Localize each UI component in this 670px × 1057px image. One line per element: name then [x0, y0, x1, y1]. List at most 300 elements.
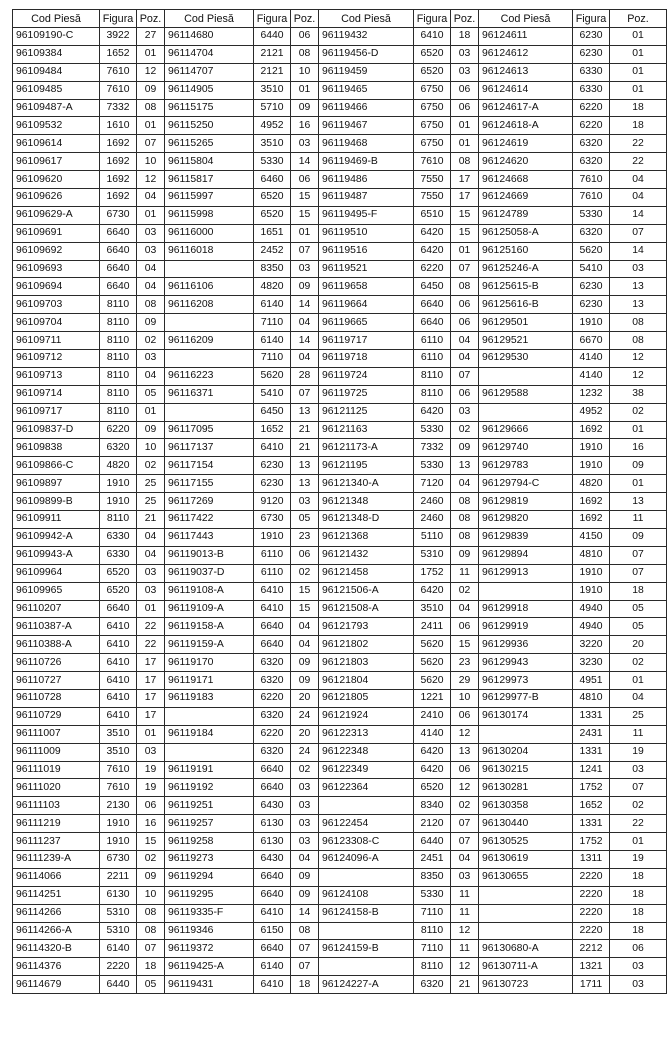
figure-cell: 1241: [573, 761, 610, 779]
figure-cell: 6640: [100, 242, 137, 260]
figure-cell: 5310: [414, 546, 451, 564]
figure-cell: 6520: [254, 189, 291, 207]
part-code-cell: 96121348: [319, 493, 414, 511]
table-row: [13, 28, 667, 46]
figure-cell: 6410: [100, 707, 137, 725]
part-code-cell: 96124620: [479, 153, 573, 171]
figure-cell: 6730: [100, 850, 137, 868]
position-cell: 18: [610, 868, 667, 886]
figure-cell: 6420: [414, 743, 451, 761]
part-code-cell: [479, 367, 573, 385]
part-code-cell: 96119183: [165, 689, 254, 707]
figure-cell: 8110: [100, 385, 137, 403]
part-code-cell: 96119295: [165, 886, 254, 904]
position-cell: 19: [137, 779, 165, 797]
part-code-cell: 96111009: [13, 743, 100, 761]
position-cell: 05: [137, 976, 165, 994]
part-code-cell: 96109838: [13, 439, 100, 457]
position-cell: 25: [137, 493, 165, 511]
part-code-cell: 96115817: [165, 171, 254, 189]
position-cell: 07: [610, 779, 667, 797]
position-cell: 18: [610, 904, 667, 922]
figure-cell: 5110: [414, 528, 451, 546]
part-code-cell: 96124096-A: [319, 850, 414, 868]
position-cell: 12: [610, 350, 667, 368]
table-row: [13, 260, 667, 278]
part-code-cell: 96129943: [479, 654, 573, 672]
table-row: [13, 350, 667, 368]
part-code-cell: 96119258: [165, 833, 254, 851]
figure-cell: 2121: [254, 63, 291, 81]
position-cell: 20: [291, 689, 319, 707]
position-cell: 06: [291, 171, 319, 189]
figure-cell: 4150: [573, 528, 610, 546]
part-code-cell: 96129973: [479, 672, 573, 690]
position-cell: 02: [451, 582, 479, 600]
position-cell: 07: [291, 385, 319, 403]
part-code-cell: 96124108: [319, 886, 414, 904]
figure-cell: 6320: [254, 672, 291, 690]
figure-cell: 6230: [573, 45, 610, 63]
figure-cell: 6230: [254, 475, 291, 493]
position-cell: 22: [137, 636, 165, 654]
table-row: [13, 421, 667, 439]
position-cell: 15: [291, 582, 319, 600]
part-code-cell: 96121506-A: [319, 582, 414, 600]
position-cell: 04: [291, 350, 319, 368]
position-cell: 09: [137, 868, 165, 886]
figure-cell: 6640: [254, 868, 291, 886]
figure-cell: 3510: [254, 81, 291, 99]
figure-cell: 4940: [573, 618, 610, 636]
part-code-cell: 96111219: [13, 815, 100, 833]
figure-cell: 3510: [254, 135, 291, 153]
figure-column-header: Figura: [414, 10, 451, 28]
position-cell: 19: [137, 761, 165, 779]
position-cell: 01: [610, 833, 667, 851]
code-column-header: Cod Piesă: [13, 10, 100, 28]
part-code-cell: 96109899-B: [13, 493, 100, 511]
part-code-cell: 96129839: [479, 528, 573, 546]
position-column-header: Poz.: [137, 10, 165, 28]
part-code-cell: 96119431: [165, 976, 254, 994]
position-cell: 04: [610, 189, 667, 207]
table-row: [13, 367, 667, 385]
part-code-cell: [319, 922, 414, 940]
part-code-cell: 96114376: [13, 958, 100, 976]
part-code-cell: 96109711: [13, 332, 100, 350]
position-cell: 23: [291, 528, 319, 546]
position-cell: 03: [137, 582, 165, 600]
figure-cell: 1752: [573, 833, 610, 851]
part-code-cell: 96119170: [165, 654, 254, 672]
figure-cell: 3220: [573, 636, 610, 654]
part-code-cell: 96119171: [165, 672, 254, 690]
figure-cell: 5330: [414, 421, 451, 439]
position-cell: 06: [137, 797, 165, 815]
figure-cell: 6330: [573, 63, 610, 81]
part-code-cell: 96130723: [479, 976, 573, 994]
figure-cell: 1652: [254, 421, 291, 439]
figure-cell: 8110: [100, 511, 137, 529]
part-code-cell: 96119191: [165, 761, 254, 779]
figure-cell: 6420: [414, 761, 451, 779]
position-cell: 09: [137, 314, 165, 332]
figure-cell: 6320: [414, 976, 451, 994]
figure-cell: 5410: [573, 260, 610, 278]
part-code-cell: 96121125: [319, 403, 414, 421]
figure-cell: 6110: [414, 350, 451, 368]
position-cell: 03: [291, 260, 319, 278]
position-cell: 06: [451, 385, 479, 403]
figure-cell: 6220: [254, 725, 291, 743]
figure-cell: 4140: [573, 350, 610, 368]
figure-cell: 4952: [573, 403, 610, 421]
part-code-cell: 96121793: [319, 618, 414, 636]
part-code-cell: 96115998: [165, 206, 254, 224]
figure-cell: 5310: [100, 922, 137, 940]
part-code-cell: 96117422: [165, 511, 254, 529]
position-cell: 03: [137, 564, 165, 582]
position-cell: 06: [451, 296, 479, 314]
position-cell: 01: [610, 421, 667, 439]
part-code-cell: [165, 350, 254, 368]
figure-cell: 3230: [573, 654, 610, 672]
table-row: [13, 546, 667, 564]
figure-cell: 4810: [573, 546, 610, 564]
position-cell: 15: [291, 206, 319, 224]
position-cell: 17: [137, 672, 165, 690]
position-cell: 03: [610, 976, 667, 994]
figure-cell: 1910: [573, 582, 610, 600]
figure-cell: 2220: [100, 958, 137, 976]
position-cell: 14: [291, 904, 319, 922]
figure-cell: 8110: [100, 314, 137, 332]
part-code-cell: 96115175: [165, 99, 254, 117]
position-cell: 06: [451, 761, 479, 779]
position-cell: 05: [610, 600, 667, 618]
part-code-cell: 96119467: [319, 117, 414, 135]
part-code-cell: 96109713: [13, 367, 100, 385]
figure-cell: 6410: [414, 28, 451, 46]
position-cell: 11: [610, 511, 667, 529]
part-code-cell: [319, 868, 414, 886]
position-cell: 15: [291, 189, 319, 207]
figure-cell: 7332: [100, 99, 137, 117]
position-cell: 10: [137, 886, 165, 904]
figure-cell: 3510: [414, 600, 451, 618]
table-row: [13, 296, 667, 314]
part-code-cell: 96109703: [13, 296, 100, 314]
position-cell: 07: [451, 833, 479, 851]
part-code-cell: 96116018: [165, 242, 254, 260]
position-cell: 01: [610, 672, 667, 690]
position-cell: 02: [610, 797, 667, 815]
position-cell: 18: [137, 958, 165, 976]
figure-cell: 4952: [254, 117, 291, 135]
figure-cell: 6220: [573, 117, 610, 135]
part-code-cell: 96121432: [319, 546, 414, 564]
figure-cell: 1752: [414, 564, 451, 582]
position-cell: 01: [610, 45, 667, 63]
position-cell: 18: [610, 922, 667, 940]
position-cell: 21: [291, 421, 319, 439]
position-cell: 14: [291, 153, 319, 171]
part-code-cell: 96109897: [13, 475, 100, 493]
figure-cell: 7610: [414, 153, 451, 171]
position-cell: 21: [291, 439, 319, 457]
position-cell: 01: [137, 117, 165, 135]
position-cell: 02: [137, 457, 165, 475]
part-code-cell: 96114320-B: [13, 940, 100, 958]
table-row: [13, 725, 667, 743]
position-cell: 09: [137, 81, 165, 99]
position-cell: 18: [451, 28, 479, 46]
position-cell: 07: [610, 224, 667, 242]
figure-column-header: Figura: [254, 10, 291, 28]
position-cell: 10: [137, 153, 165, 171]
part-code-cell: 96110728: [13, 689, 100, 707]
figure-cell: 7110: [414, 940, 451, 958]
position-cell: 04: [137, 189, 165, 207]
figure-cell: 6410: [100, 654, 137, 672]
part-code-cell: 96119456-D: [319, 45, 414, 63]
position-cell: 09: [291, 99, 319, 117]
position-cell: 11: [610, 725, 667, 743]
part-code-cell: 96121803: [319, 654, 414, 672]
position-cell: 09: [451, 439, 479, 457]
figure-cell: 6130: [100, 886, 137, 904]
part-code-cell: 96109704: [13, 314, 100, 332]
figure-cell: 6110: [414, 332, 451, 350]
part-code-cell: 96119717: [319, 332, 414, 350]
part-code-cell: 96111237: [13, 833, 100, 851]
part-code-cell: 96109837-D: [13, 421, 100, 439]
figure-cell: 6520: [414, 63, 451, 81]
part-code-cell: 96121804: [319, 672, 414, 690]
part-code-cell: 96119466: [319, 99, 414, 117]
part-code-cell: 96124613: [479, 63, 573, 81]
figure-cell: 1692: [573, 493, 610, 511]
position-cell: 17: [451, 171, 479, 189]
part-code-cell: 96117443: [165, 528, 254, 546]
position-cell: 07: [291, 940, 319, 958]
part-code-cell: [479, 403, 573, 421]
position-cell: 08: [137, 296, 165, 314]
parts-table: [12, 9, 667, 994]
table-row: [13, 761, 667, 779]
figure-cell: 6420: [414, 403, 451, 421]
figure-cell: 6230: [573, 28, 610, 46]
header-row: [13, 10, 667, 28]
part-code-cell: 96110387-A: [13, 618, 100, 636]
position-cell: 20: [610, 636, 667, 654]
figure-cell: 6410: [100, 636, 137, 654]
part-code-cell: 96114707: [165, 63, 254, 81]
part-code-cell: 96119013-B: [165, 546, 254, 564]
position-cell: 01: [137, 600, 165, 618]
figure-cell: 7610: [100, 779, 137, 797]
figure-cell: 2120: [414, 815, 451, 833]
figure-cell: 6520: [100, 582, 137, 600]
table-row: [13, 689, 667, 707]
position-cell: 03: [291, 135, 319, 153]
figure-cell: 6520: [254, 206, 291, 224]
figure-column-header: Figura: [573, 10, 610, 28]
position-cell: 18: [610, 582, 667, 600]
part-code-cell: 96121340-A: [319, 475, 414, 493]
part-code-cell: 96125615-B: [479, 278, 573, 296]
table-row: [13, 117, 667, 135]
position-cell: 13: [291, 475, 319, 493]
position-cell: 07: [137, 135, 165, 153]
figure-cell: 6220: [414, 260, 451, 278]
part-code-cell: 96129913: [479, 564, 573, 582]
table-row: [13, 672, 667, 690]
position-cell: 07: [451, 260, 479, 278]
position-cell: 27: [137, 28, 165, 46]
position-cell: 25: [610, 707, 667, 725]
part-code-cell: 96119459: [319, 63, 414, 81]
position-cell: 21: [451, 976, 479, 994]
position-cell: 08: [291, 45, 319, 63]
position-cell: 15: [451, 206, 479, 224]
figure-cell: 6670: [573, 332, 610, 350]
figure-cell: 6640: [100, 260, 137, 278]
position-cell: 12: [451, 922, 479, 940]
position-cell: 03: [451, 403, 479, 421]
part-code-cell: 96130619: [479, 850, 573, 868]
figure-cell: 8110: [414, 367, 451, 385]
figure-cell: 6750: [414, 81, 451, 99]
part-code-cell: 96121924: [319, 707, 414, 725]
figure-cell: 1711: [573, 976, 610, 994]
part-code-cell: 96119251: [165, 797, 254, 815]
figure-column-header: Figura: [100, 10, 137, 28]
position-cell: 02: [137, 850, 165, 868]
position-cell: 03: [610, 958, 667, 976]
part-code-cell: 96109964: [13, 564, 100, 582]
part-code-cell: 96121508-A: [319, 600, 414, 618]
part-code-cell: 96119664: [319, 296, 414, 314]
position-cell: 11: [451, 940, 479, 958]
figure-cell: 4140: [414, 725, 451, 743]
part-code-cell: 96124159-B: [319, 940, 414, 958]
part-code-cell: 96122348: [319, 743, 414, 761]
part-code-cell: 96117155: [165, 475, 254, 493]
figure-cell: 1692: [100, 135, 137, 153]
position-cell: 09: [291, 654, 319, 672]
position-cell: 12: [137, 171, 165, 189]
part-code-cell: 96122349: [319, 761, 414, 779]
position-cell: 07: [610, 564, 667, 582]
position-cell: 05: [610, 618, 667, 636]
part-code-cell: 96117137: [165, 439, 254, 457]
position-cell: 23: [451, 654, 479, 672]
figure-cell: 6140: [254, 296, 291, 314]
figure-cell: 7120: [414, 475, 451, 493]
position-cell: 07: [451, 815, 479, 833]
table-row: [13, 868, 667, 886]
figure-cell: 6230: [573, 296, 610, 314]
position-cell: 15: [137, 833, 165, 851]
figure-cell: 6410: [100, 689, 137, 707]
table-row: [13, 403, 667, 421]
part-code-cell: [319, 958, 414, 976]
figure-cell: 5330: [414, 886, 451, 904]
part-code-cell: 96109484: [13, 63, 100, 81]
position-cell: 08: [610, 332, 667, 350]
part-code-cell: [319, 797, 414, 815]
position-cell: 12: [610, 367, 667, 385]
table-row: [13, 153, 667, 171]
part-code-cell: [479, 582, 573, 600]
part-code-cell: 96121195: [319, 457, 414, 475]
table-row: [13, 457, 667, 475]
figure-cell: 6230: [254, 457, 291, 475]
part-code-cell: 96119487: [319, 189, 414, 207]
figure-cell: 6420: [414, 224, 451, 242]
figure-cell: 6410: [100, 672, 137, 690]
position-cell: 14: [610, 242, 667, 260]
figure-cell: 6510: [414, 206, 451, 224]
figure-cell: 6320: [100, 439, 137, 457]
part-code-cell: 96114266: [13, 904, 100, 922]
part-code-cell: 96129794-C: [479, 475, 573, 493]
part-code-cell: 96114905: [165, 81, 254, 99]
position-cell: 14: [610, 206, 667, 224]
figure-cell: 6320: [254, 654, 291, 672]
figure-cell: 6450: [414, 278, 451, 296]
position-cell: 08: [451, 278, 479, 296]
figure-cell: 8340: [414, 797, 451, 815]
position-cell: 01: [137, 206, 165, 224]
figure-cell: 1610: [100, 117, 137, 135]
figure-cell: 6230: [573, 278, 610, 296]
part-code-cell: 96119335-F: [165, 904, 254, 922]
part-code-cell: 96110727: [13, 672, 100, 690]
position-cell: 22: [610, 153, 667, 171]
figure-cell: 6750: [414, 135, 451, 153]
position-cell: 03: [291, 797, 319, 815]
figure-cell: 1692: [573, 511, 610, 529]
position-cell: 08: [137, 904, 165, 922]
figure-cell: 5620: [254, 367, 291, 385]
table-row: [13, 189, 667, 207]
position-cell: 01: [451, 242, 479, 260]
table-row: [13, 797, 667, 815]
figure-cell: 7110: [254, 314, 291, 332]
position-cell: 02: [137, 332, 165, 350]
figure-cell: 6520: [100, 564, 137, 582]
part-code-cell: 96122364: [319, 779, 414, 797]
position-cell: 05: [291, 511, 319, 529]
part-code-cell: 96123308-C: [319, 833, 414, 851]
part-code-cell: 96114680: [165, 28, 254, 46]
position-cell: 03: [610, 761, 667, 779]
position-cell: 01: [610, 28, 667, 46]
figure-cell: 1910: [100, 475, 137, 493]
figure-cell: 8110: [100, 403, 137, 421]
part-code-cell: 96110726: [13, 654, 100, 672]
position-cell: 18: [610, 117, 667, 135]
position-cell: 04: [137, 260, 165, 278]
figure-cell: 7610: [573, 189, 610, 207]
part-code-cell: [165, 707, 254, 725]
position-cell: 24: [291, 743, 319, 761]
figure-cell: 2451: [414, 850, 451, 868]
position-cell: 01: [291, 81, 319, 99]
